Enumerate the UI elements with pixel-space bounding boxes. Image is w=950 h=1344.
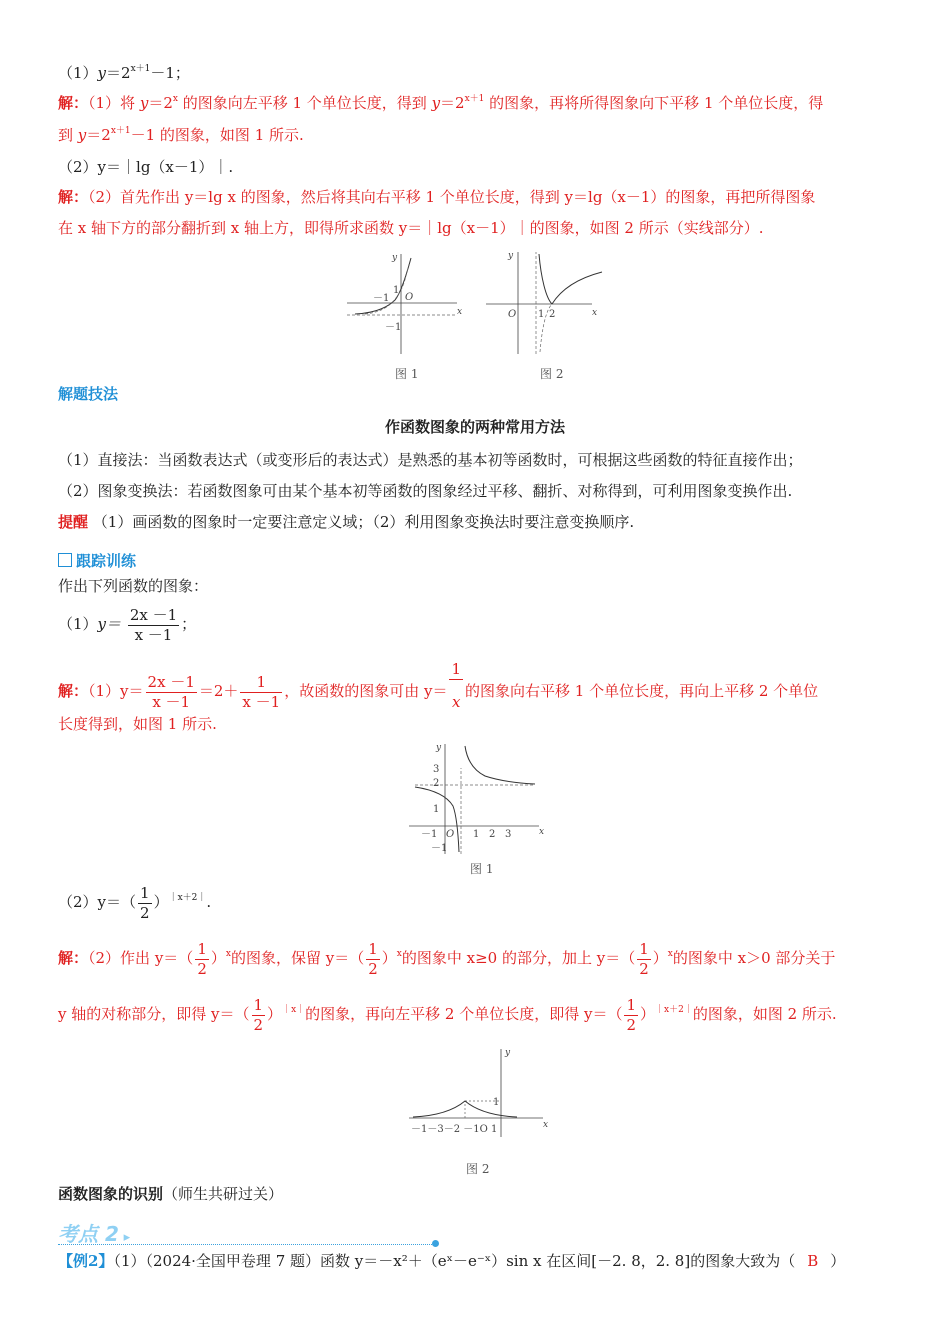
solution-4-line-2: y 轴的对称部分，即得 y＝（ $\frac{1}{2}$ ）$^{|x|}$的图象，再向左平移 2 个单位长度，即得 y＝（ $\frac{1}{2}$ ）$^{|x+2|}$的图象，如图 2 所示. bbox=[58, 995, 837, 1034]
figure-3-caption: 图 1 bbox=[470, 862, 494, 876]
tracking-question-1: （1）y＝ $\frac{2x -1}{x -1}$ ； bbox=[58, 605, 197, 644]
svg-text:x: x bbox=[592, 308, 598, 318]
figure-1-caption: 图 1 bbox=[395, 367, 419, 381]
svg-text:y: y bbox=[505, 1048, 511, 1058]
solution-1-line-1: 解：（1）将 $y=2^x$ 的图象向左平移 1 个单位长度，得到 $y=2^{x+1}$ 的图象，再将所得图象向下平移 1 个单位长度，得 bbox=[58, 94, 824, 112]
figure-4-graph bbox=[405, 1045, 550, 1140]
figure-1-graph bbox=[345, 250, 465, 360]
example-2-answer: B bbox=[807, 1252, 819, 1270]
kaodian-dot bbox=[432, 1240, 439, 1247]
figure-3-graph bbox=[405, 740, 545, 858]
svg-text:1: 1 bbox=[393, 285, 400, 296]
svg-text:O: O bbox=[508, 309, 517, 320]
problem-2: （2）y＝｜lg（x－1）｜. bbox=[58, 158, 234, 176]
svg-text:y: y bbox=[508, 251, 514, 261]
svg-text:x: x bbox=[457, 307, 463, 317]
svg-text:2: 2 bbox=[489, 829, 496, 840]
method-line-2: （2）图象变换法：若函数图象可由某个基本初等函数的图象经过平移、翻折、对称得到，可利用图象变换作出. bbox=[58, 482, 793, 500]
svg-text:x: x bbox=[539, 827, 545, 837]
svg-text:1: 1 bbox=[473, 829, 480, 840]
method-line-1: （1）直接法：当函数表达式（或变形后的表达式）是熟悉的基本初等函数时，可根据这些函数的特征直接作出； bbox=[58, 451, 803, 469]
triangle-right-icon: ▸ bbox=[123, 1230, 131, 1245]
solution-2-line-1: 解：（2）首先作出 y＝lg x 的图象，然后将其向右平移 1 个单位长度，得到 y＝lg（x－1）的图象，再把所得图象 bbox=[58, 188, 816, 206]
problem-1: $(1)y=2^{x+1}-1$； bbox=[58, 64, 190, 82]
example-2: 【例2】（1）（2024·全国甲卷理 7 题）函数 y＝－x²＋（eˣ－e⁻ˣ）sin x 在区间[－2. 8，2. 8]的图象大致为（ B ） bbox=[58, 1252, 846, 1270]
kaodian-2-banner: 考点 2 ▸ bbox=[58, 1222, 131, 1246]
figure-2-caption: 图 2 bbox=[540, 367, 564, 381]
kaodian-divider bbox=[58, 1244, 434, 1245]
checkbox-square-icon bbox=[58, 553, 72, 567]
method-heading: 解题技法 bbox=[58, 385, 119, 403]
svg-text:－1: －1 bbox=[431, 843, 448, 854]
solution-3-line-2: 长度得到，如图 1 所示. bbox=[58, 715, 217, 733]
solution-2-line-2: 在 x 轴下方的部分翻折到 x 轴上方，即得所求函数 y＝｜lg（x－1）｜的图象，如图 2 所示（实线部分）. bbox=[58, 219, 764, 237]
svg-text:O: O bbox=[446, 829, 455, 840]
identify-heading: 函数图象的识别（师生共研过关） bbox=[58, 1185, 284, 1203]
tracking-question-2: （2）y＝（ $\frac{1}{2}$ ）$^{|x+2|}$. bbox=[58, 883, 212, 922]
svg-text:x: x bbox=[543, 1120, 549, 1130]
solution-3-line-1: 解：（1）y＝ $\frac{2x -1}{x -1}$ ＝2＋ $\frac{1}{x -1}$ ，故函数的图象可由 y＝ $\frac{1}{x}$ 的图象向右平移 1 个单位长度，再向上平移 2 个单位 bbox=[58, 660, 819, 711]
figure-4-caption: 图 2 bbox=[466, 1162, 490, 1176]
svg-text:－1－3－2 －1O 1: －1－3－2 －1O 1 bbox=[411, 1124, 498, 1135]
svg-text:y: y bbox=[392, 253, 398, 263]
method-title: 作函数图象的两种常用方法 bbox=[384, 418, 565, 436]
fraction-2x-1-over-x-1: $\frac{2x -1}{x -1}$ bbox=[129, 605, 178, 644]
svg-text:－1: －1 bbox=[373, 293, 390, 304]
solution-4-line-1: 解：（2）作出 y＝（ $\frac{1}{2}$ ）$^x$的图象，保留 y＝（ $\frac{1}{2}$ ）$^x$的图象中 x≥0 的部分，加上 y＝（ $\frac{1}{2}$ ）$^x$的图象中 x＞0 部分关于 bbox=[58, 939, 836, 978]
figure-2-graph bbox=[484, 248, 609, 358]
svg-text:y: y bbox=[436, 743, 442, 753]
svg-text:2: 2 bbox=[549, 309, 556, 320]
svg-text:1: 1 bbox=[493, 1097, 500, 1108]
solution-1-line-2: 到 $y=2^{x+1}-1$ 的图象，如图 1 所示. bbox=[58, 126, 304, 144]
tracking-intro: 作出下列函数的图象： bbox=[58, 577, 209, 595]
tracking-heading: 跟踪训练 bbox=[58, 550, 136, 572]
svg-text:O: O bbox=[405, 292, 414, 303]
svg-text:2: 2 bbox=[433, 778, 440, 789]
svg-text:1: 1 bbox=[433, 804, 440, 815]
svg-text:3: 3 bbox=[433, 764, 440, 775]
svg-text:1: 1 bbox=[538, 309, 545, 320]
svg-text:－1: －1 bbox=[385, 322, 402, 333]
method-tip: 提醒 （1）画函数的图象时一定要注意定义域；（2）利用图象变换法时要注意变换顺序. bbox=[58, 513, 635, 531]
svg-text:3: 3 bbox=[505, 829, 512, 840]
svg-text:－1: －1 bbox=[421, 829, 438, 840]
